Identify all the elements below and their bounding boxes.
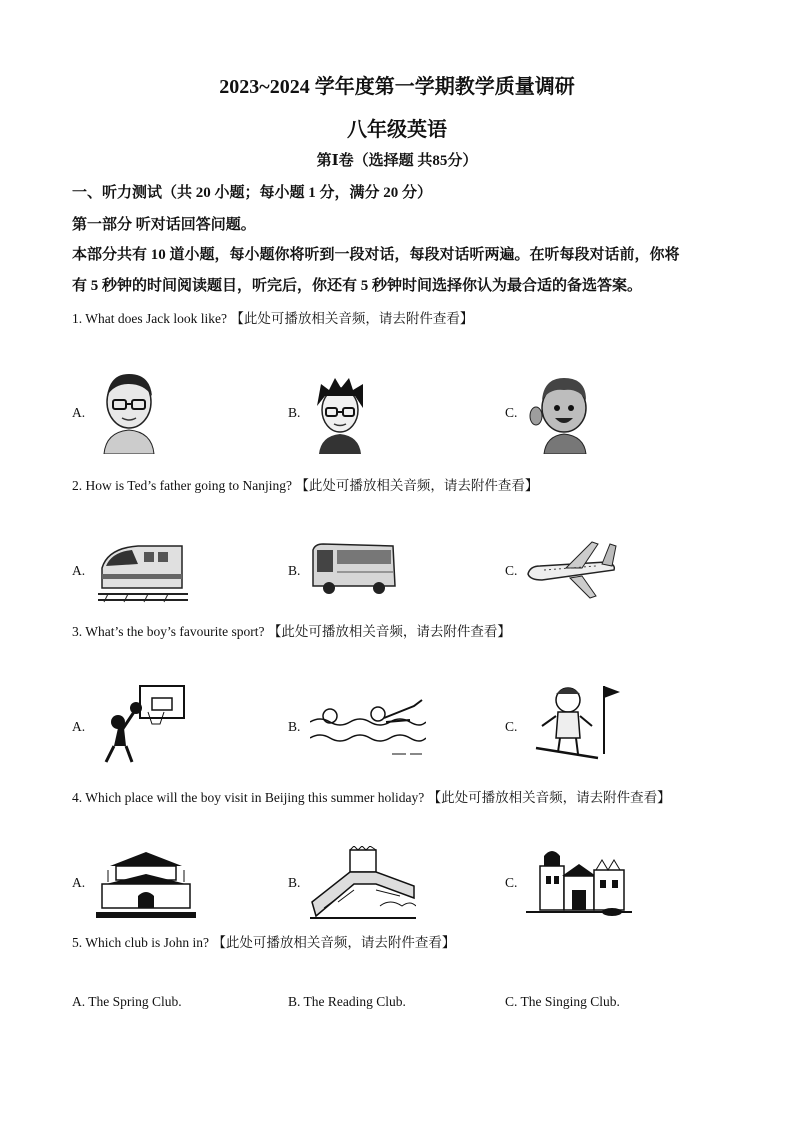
- part-heading: 第一部分 听对话回答问题。: [72, 217, 256, 233]
- q5-option-a-label: A.: [72, 994, 86, 1009]
- volume-title: 第Ⅰ卷（选择题 共85分）: [316, 153, 478, 169]
- basketball-icon: [96, 682, 190, 766]
- boy-messy-hair-glasses-icon: [311, 376, 369, 454]
- q5-option-a[interactable]: [72, 994, 182, 1010]
- q3-option-a-label[interactable]: A.: [72, 719, 86, 734]
- q4-option-b-label[interactable]: B.: [288, 875, 301, 890]
- train-icon: [98, 538, 188, 604]
- bus-icon: [311, 542, 397, 596]
- question-3: 3. What’s the boy’s favourite sport? 【此处可播放相关音频，请去附件查看】: [72, 624, 511, 639]
- q5-option-c-label: C.: [505, 994, 518, 1009]
- q5-option-b-label: B.: [288, 994, 301, 1009]
- q5-option-b[interactable]: [288, 994, 406, 1010]
- plane-icon: [526, 536, 618, 602]
- question-2: 2. How is Ted’s father going to Nanjing? 【此处可播放相关音频，请去附件查看】: [72, 478, 539, 493]
- subject-title: 八年级英语: [347, 119, 447, 141]
- exam-title: 2023~2024 学年度第一学期教学质量调研: [219, 76, 575, 98]
- skiing-icon: [528, 682, 630, 762]
- q3-option-c-label[interactable]: C.: [505, 719, 518, 734]
- tiananmen-icon: [94, 846, 198, 920]
- palace-icon: [526, 846, 632, 918]
- q1-option-b-label[interactable]: B.: [288, 405, 301, 420]
- great-wall-icon: [310, 846, 416, 920]
- question-1: 1. What does Jack look like? 【此处可播放相关音频，请去附件查看】: [72, 311, 474, 326]
- boy-with-glasses-icon: [98, 370, 160, 454]
- q5-option-b-text: The Reading Club.: [303, 994, 406, 1009]
- q4-option-c-label[interactable]: C.: [505, 875, 518, 890]
- q1-option-c-label[interactable]: C.: [505, 405, 518, 420]
- q5-option-c[interactable]: [505, 994, 620, 1010]
- instruction-line-2: 有 5 秒钟的时间阅读题目，听完后，你还有 5 秒钟时间选择你认为最合适的备选答案。: [72, 278, 643, 294]
- q2-option-a-label[interactable]: A.: [72, 563, 86, 578]
- q3-option-b-label[interactable]: B.: [288, 719, 301, 734]
- q5-option-a-text: The Spring Club.: [88, 994, 182, 1009]
- q1-option-a-label[interactable]: A.: [72, 405, 86, 420]
- swimming-icon: [310, 692, 426, 764]
- q2-option-c-label[interactable]: C.: [505, 563, 518, 578]
- instruction-line-1: 本部分共有 10 道小题，每小题你将听到一段对话，每段对话听两遍。在听每段对话前，你将: [72, 247, 680, 263]
- boy-waving-icon: [528, 372, 594, 454]
- q4-option-a-label[interactable]: A.: [72, 875, 86, 890]
- q5-option-c-text: The Singing Club.: [520, 994, 620, 1009]
- q2-option-b-label[interactable]: B.: [288, 563, 301, 578]
- question-5: 5. Which club is John in? 【此处可播放相关音频，请去附件查看】: [72, 935, 456, 950]
- question-4: 4. Which place will the boy visit in Beijing this summer holiday? 【此处可播放相关音频，请去附件查看】: [72, 790, 671, 805]
- section-heading: 一、听力测试（共 20 小题；每小题 1 分，满分 20 分）: [72, 185, 433, 201]
